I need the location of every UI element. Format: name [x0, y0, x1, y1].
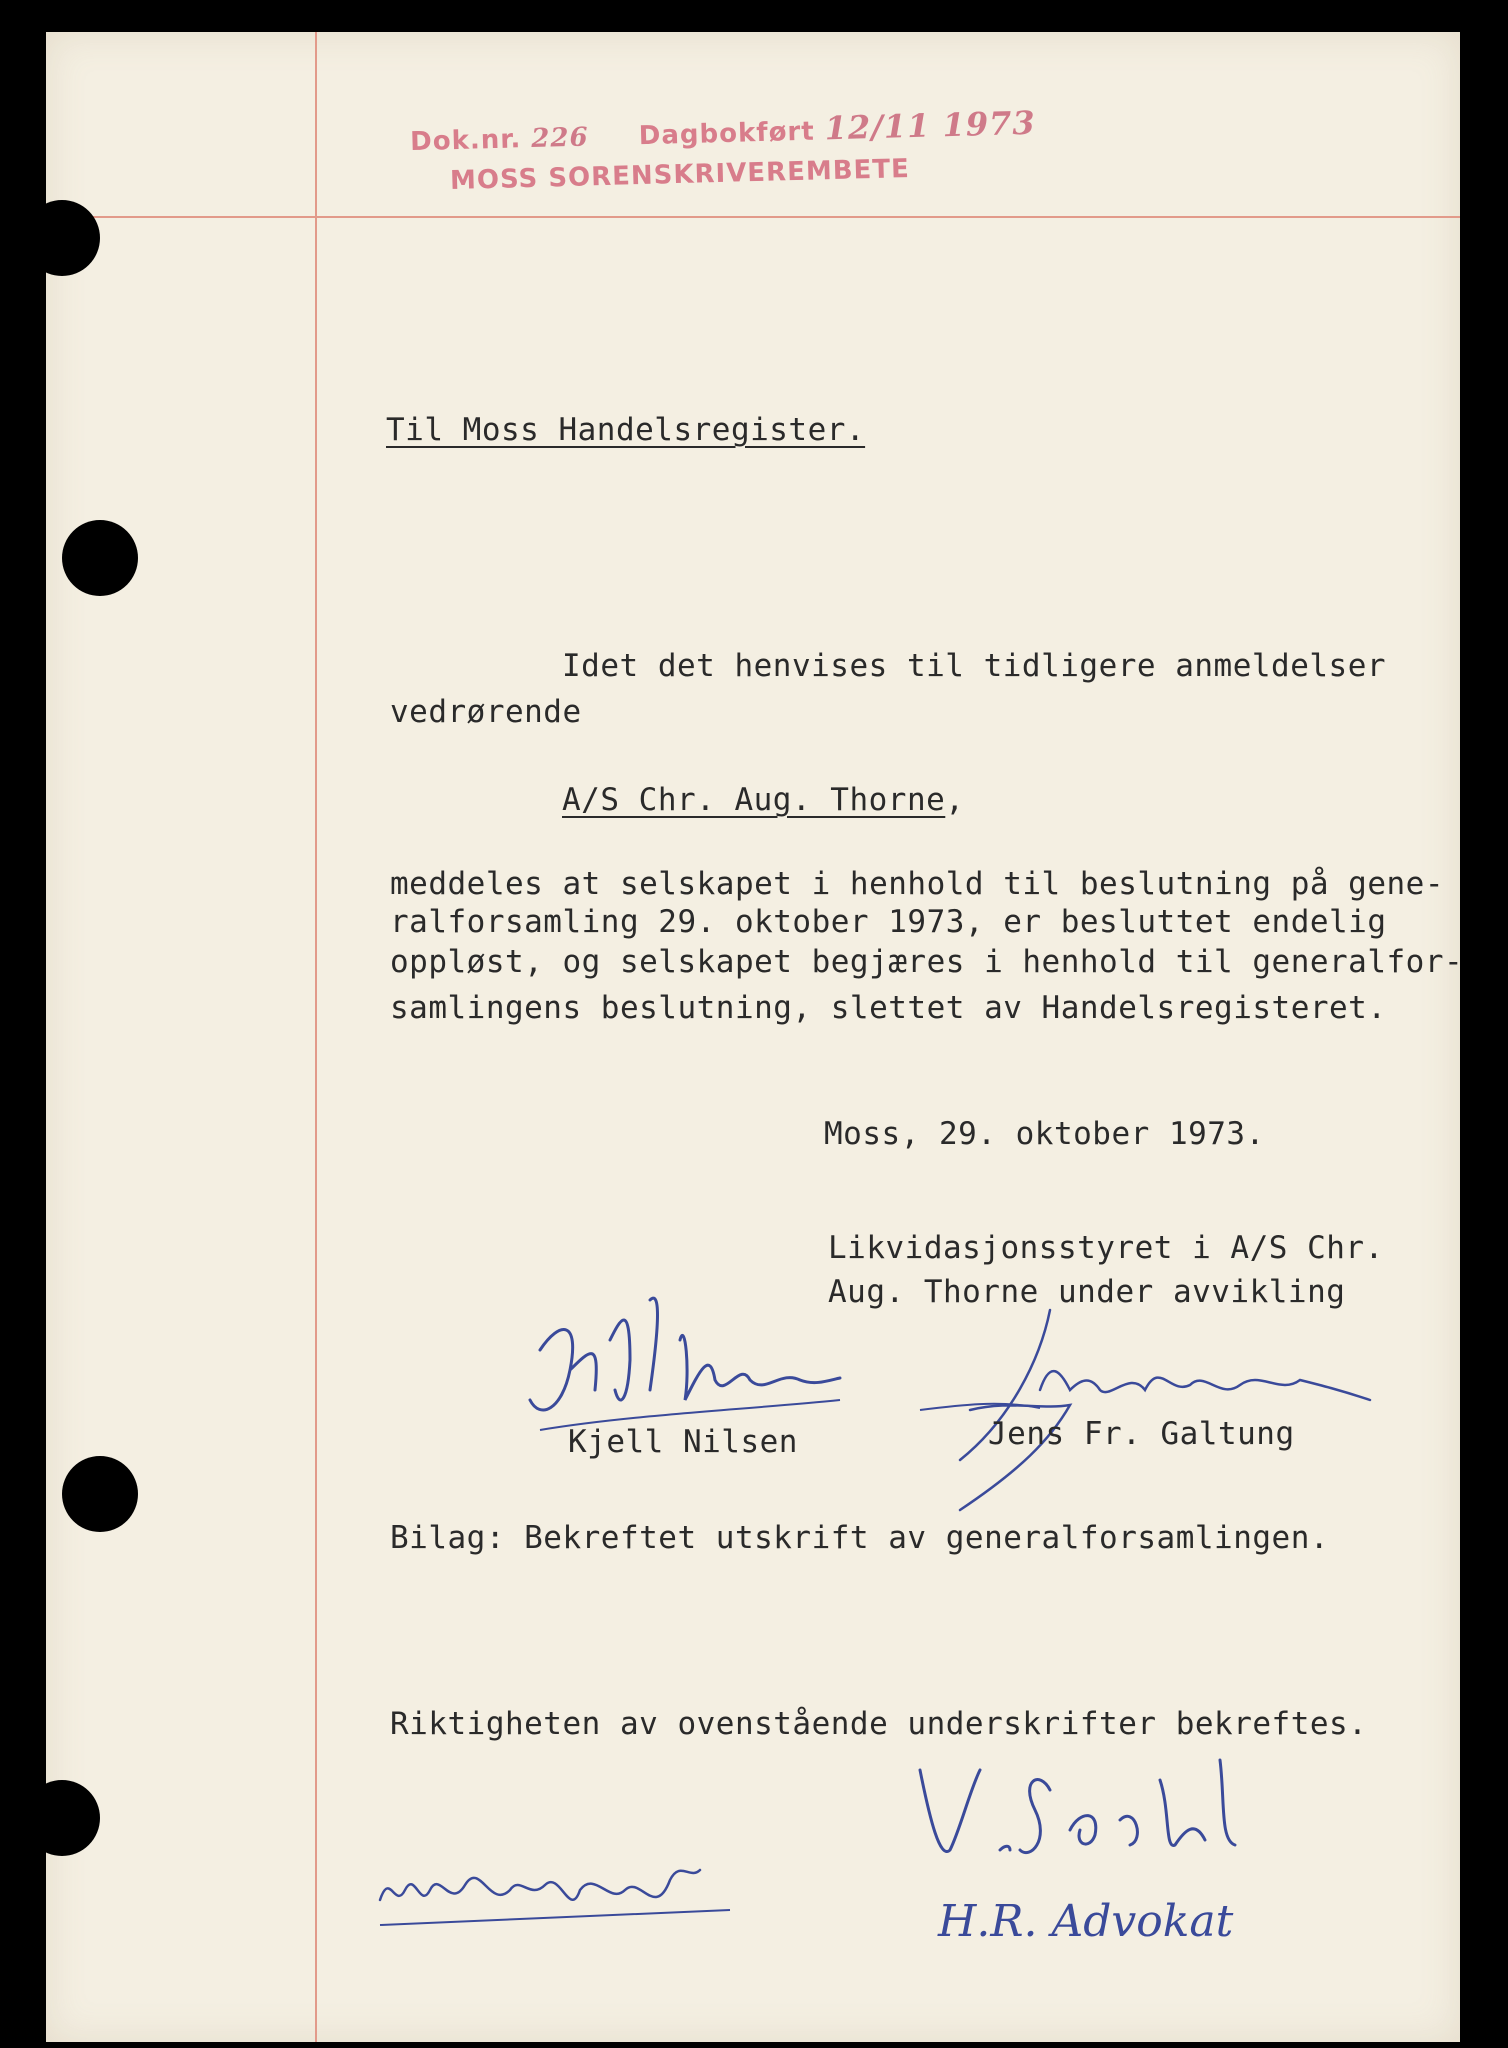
- punch-hole-top: [24, 200, 100, 276]
- margin-line-vertical: [315, 32, 317, 2042]
- signature-jens-galtung: [900, 1300, 1380, 1520]
- company-suffix: ,: [945, 782, 965, 818]
- paragraph-line-3: oppløst, og selskapet begjæres i henhold til generalfor-: [390, 944, 1464, 980]
- stamp-doc-label: Dok.nr.: [409, 124, 522, 158]
- signatory-left-name: Kjell Nilsen: [568, 1424, 798, 1460]
- paragraph-line-2: ralforsamling 29. oktober 1973, er besluttet endelig: [390, 904, 1387, 940]
- signatory-right-name: Jens Fr. Galtung: [988, 1416, 1295, 1452]
- paragraph-line-4: samlingens beslutning, slettet av Handelsregisteret.: [390, 990, 1387, 1026]
- company-name-line: [562, 782, 964, 818]
- intro-line-2: vedrørende: [390, 694, 582, 730]
- board-line-2: Aug. Thorne under avvikling: [828, 1274, 1346, 1310]
- registry-stamp-line2: MOSS SORENSKRIVEREMBETE: [449, 153, 911, 197]
- signature-attestation: [900, 1750, 1260, 1880]
- confirmation-line: Riktigheten av ovenstående underskrifter bekreftes.: [390, 1706, 1368, 1742]
- intro-line-1: Idet det henvises til tidligere anmeldelser: [562, 648, 1387, 684]
- punch-hole-bottom: [24, 1780, 100, 1856]
- board-line-1: Likvidasjonsstyret i A/S Chr.: [828, 1230, 1384, 1266]
- addressee-heading: Til Moss Handelsregister.: [386, 412, 866, 448]
- punch-hole-upper: [62, 520, 138, 596]
- attestation-title: H.R. Advokat: [938, 1896, 1234, 1947]
- punch-hole-lower: [62, 1456, 138, 1532]
- company-name: A/S Chr. Aug. Thorne: [562, 782, 946, 818]
- attachment-line: Bilag: Bekreftet utskrift av generalforsamlingen.: [390, 1520, 1330, 1556]
- signature-witness-left: [370, 1830, 750, 1940]
- margin-line-horizontal: [46, 216, 1460, 218]
- stamp-diary-label: Dagbokført: [638, 116, 816, 152]
- paragraph-line-1: meddeles at selskapet i henhold til beslutning på gene-: [390, 866, 1444, 902]
- stamp-doc-number: 226: [530, 122, 589, 155]
- stamp-diary-date: 12/11 1973: [824, 103, 1037, 148]
- place-date: Moss, 29. oktober 1973.: [824, 1116, 1265, 1152]
